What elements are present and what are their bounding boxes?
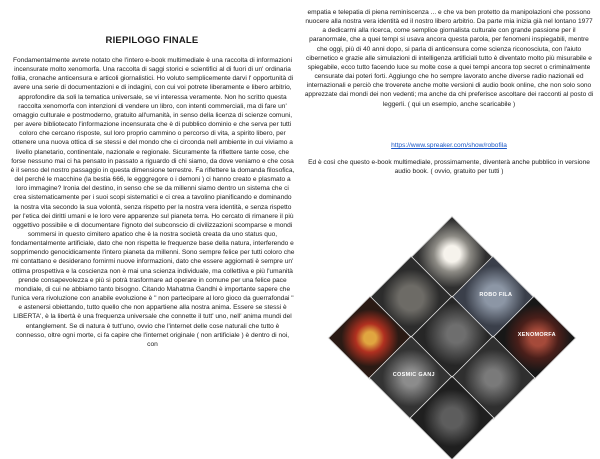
audiobook-note: Ed è così che questo e-book multimediale, prossimamente, diventerà anche pubblico in versione audio book. ( ovvio, gratuito per tutti ) xyxy=(308,159,590,176)
collage-label-xenomorfa: XENOMORFA xyxy=(517,332,556,339)
summary-text: Fondamentalmente avrete notato che l'intero e-book multimediale è una raccolta di informazioni incensurate molto xenomorfa. Una raccolta di saggi storici e scientifici al di fuori di un' ordinaria follia, cronache anticensura e articoli giornalistici. Ho voluto semplicemente darvi l' opportunità di avere una serie di documentazioni e di indagini, con cui voi potrete liberamente e libero arbitrio, approfondire da soli la tematica universale, se vi interessa veramente. Non ho scritto questa raccolta xenomorfa con intenzioni di vendere un libro, con intenti commerciali, ma di fare un' omaggio culturale e postmoderno, gratuito all'umanità, in senso della licenza di scienze comuni, per avere bibliotecato l'informazione incensurata che è di pubblico dominio e che serva per tutti coloro che cercano risposte, sul loro proprio cammino o percorso di vita, a spirito libero, per ottenere una nuova ottica di se stessi e del mondo che ci circonda nell ambiente in cui viviamo a livello planetario, continentale, nazionale e regionale. Sicuramente fa riflettere tante cose, che forse nessuno mai ci ha pensato in passato a riguardo di chi siamo, da dove veniamo e che cosa è il senso del nostro passaggio in questa dimensione terrestre. Fa riflettere la domanda filosofica, del perché le macchine (la bestia 666, le egggregore o i demoni ) ci hanno creato e plasmato a loro immagine? Ironia del destino, in senso che se da millenni siamo dentro un sistema che ci crea sistematicamente per i suoi scopi sistematici e ci crea a tavolino pianificando e dominando la nostra vita secondo la sua volontà, senza rispetto per la nostra vera identità, e senza rispetto per l'etica dei diritti umani e le loro vere apparenze sul pianeta terra. Ho cercato di rimanere il più oggettivo possibile e di documentare l'ignoto del subconscio di civilizzazioni scomparse e mondi sommersi in questo cimitero apatico che è la nostra società creata da uno status quo, fondamentalmente artificiale, dato che non rispetta le frequenze base della natura, interferendo e sopprimendo genocidicamente l'intero pianeta da millenni. Sono sempre felice per tutti coloro che mi contattano e desiderano fornirmi nuove informazioni, dato che essere aggiornati è sempre un' ottima prospettiva e la coscienza non è mai una scienza individuale, ma collettiva e più l'umanità prende consapevolezza e più si potrà trasformare ad operare in comune per una felice pace mondiale, di cui ne abbiamo tanto bisogno. Citando Mahatma Gandhi è importante sapere che l'unica vera rivoluzione con anabile evoluzione è " non partecipare al loro gioco da guerrafondai " e astenersi obiettando, tutto quello che non appartiene alla nostra anima. Essere se stessi è LIBERTA', è la libertà è una frequenza universale che connette il tutt' uno, nell' anima mundi del entanglement. Se di natura è tutt'uno, ovvio che l'internet delle cose naturali che tutto è connesso, oltre ogni morte, ci fa capire che l'internet originale ( non artificiale ) è dentro di noi, con xyxy=(10,57,295,348)
continuation-text: empatia e telepatia di piena reminiscenza ... e che va ben protetto da manipolazioni che possono nuocere alla nostra vera identità ed il nostro libero arbitrio. Da parte mia inizia già nel lontano 1977 a dedicarmi alla ricerca, come semplice giornalista culturale con grande passione per il paranormale, che a quei tempi si usava ancora questa parola, per fenomeni inspiegabili, mentre che oggi, più di 40 anni dopo, si parla di anticensura come scienza riconosciuta, con l'aiuto cibernetico e grazie alle simulazioni di intelligenza artificiali tutto è diventato molto più misurabile e spiegabile, ecco tutto facendo luce su molte cose a quei tempi ancora top secret o criminalmente censurate dai poteri forti. Aggiungo che ho sempre lavorato anche diverse radio nazionali ed internazionali e perciò che troverete anche molte versioni di audio book online, che non solo sono apprezzate dai mondi dei non vedenti; ma anche da chi preferisce ascoltare dei racconti al posto di leggerli. ( qui un esempio, anche scaricabile ) xyxy=(304,9,594,108)
spreaker-link[interactable]: https://www.spreaker.com/show/robofila xyxy=(391,142,507,149)
page-title: RIEPILOGO FINALE xyxy=(105,35,199,46)
collage-label-cosmic-ganj: COSMIC GANJ xyxy=(392,372,435,379)
image-collage xyxy=(340,231,564,421)
collage-label-robofila: ROBO FILA xyxy=(479,292,513,299)
